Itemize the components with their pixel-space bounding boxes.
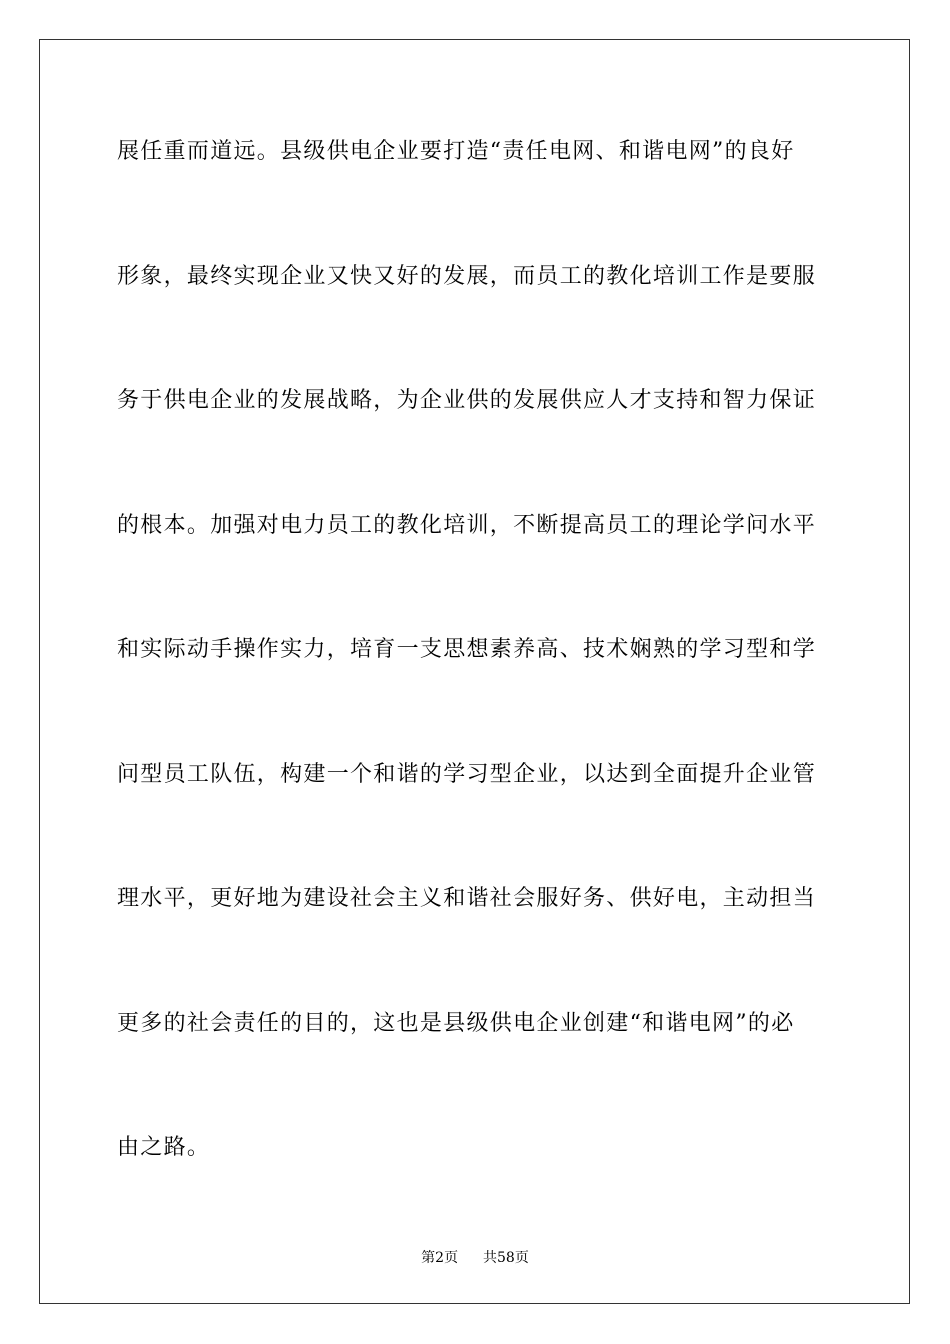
document-body [117, 125, 833, 1175]
paragraph-line: 更多的社会责任的目的，这也是县级供电企业创建“和谐电网”的必 [117, 1010, 795, 1036]
paragraph-line: 和实际动手操作实力，培育一支思想素养高、技术娴熟的学习型和学 [117, 637, 817, 662]
paragraph-line: 务于供电企业的发展战略，为企业供的发展供应人才支持和智力保证 [117, 388, 817, 413]
paragraph-line: 形象，最终实现企业又快又好的发展，而员工的教化培训工作是要服 [117, 263, 817, 289]
paragraph-line: 问型员工队伍，构建一个和谐的学习型企业，以达到全面提升企业管 [117, 761, 817, 787]
page-number-total: 共58页 [483, 1250, 529, 1266]
paragraph-line: 的根本。加强对电力员工的教化培训，不断提高员工的理论学问水平 [117, 512, 817, 538]
paragraph-line: 展任重而道远。县级供电企业要打造“责任电网、和谐电网”的良好 [117, 139, 795, 164]
page-footer [0, 1248, 950, 1268]
paragraph-line: 由之路。 [117, 1135, 211, 1160]
paragraph-line: 理水平，更好地为建设社会主义和谐社会服好务、供好电，主动担当 [117, 886, 817, 911]
page-number-current: 第2页 [421, 1250, 459, 1266]
